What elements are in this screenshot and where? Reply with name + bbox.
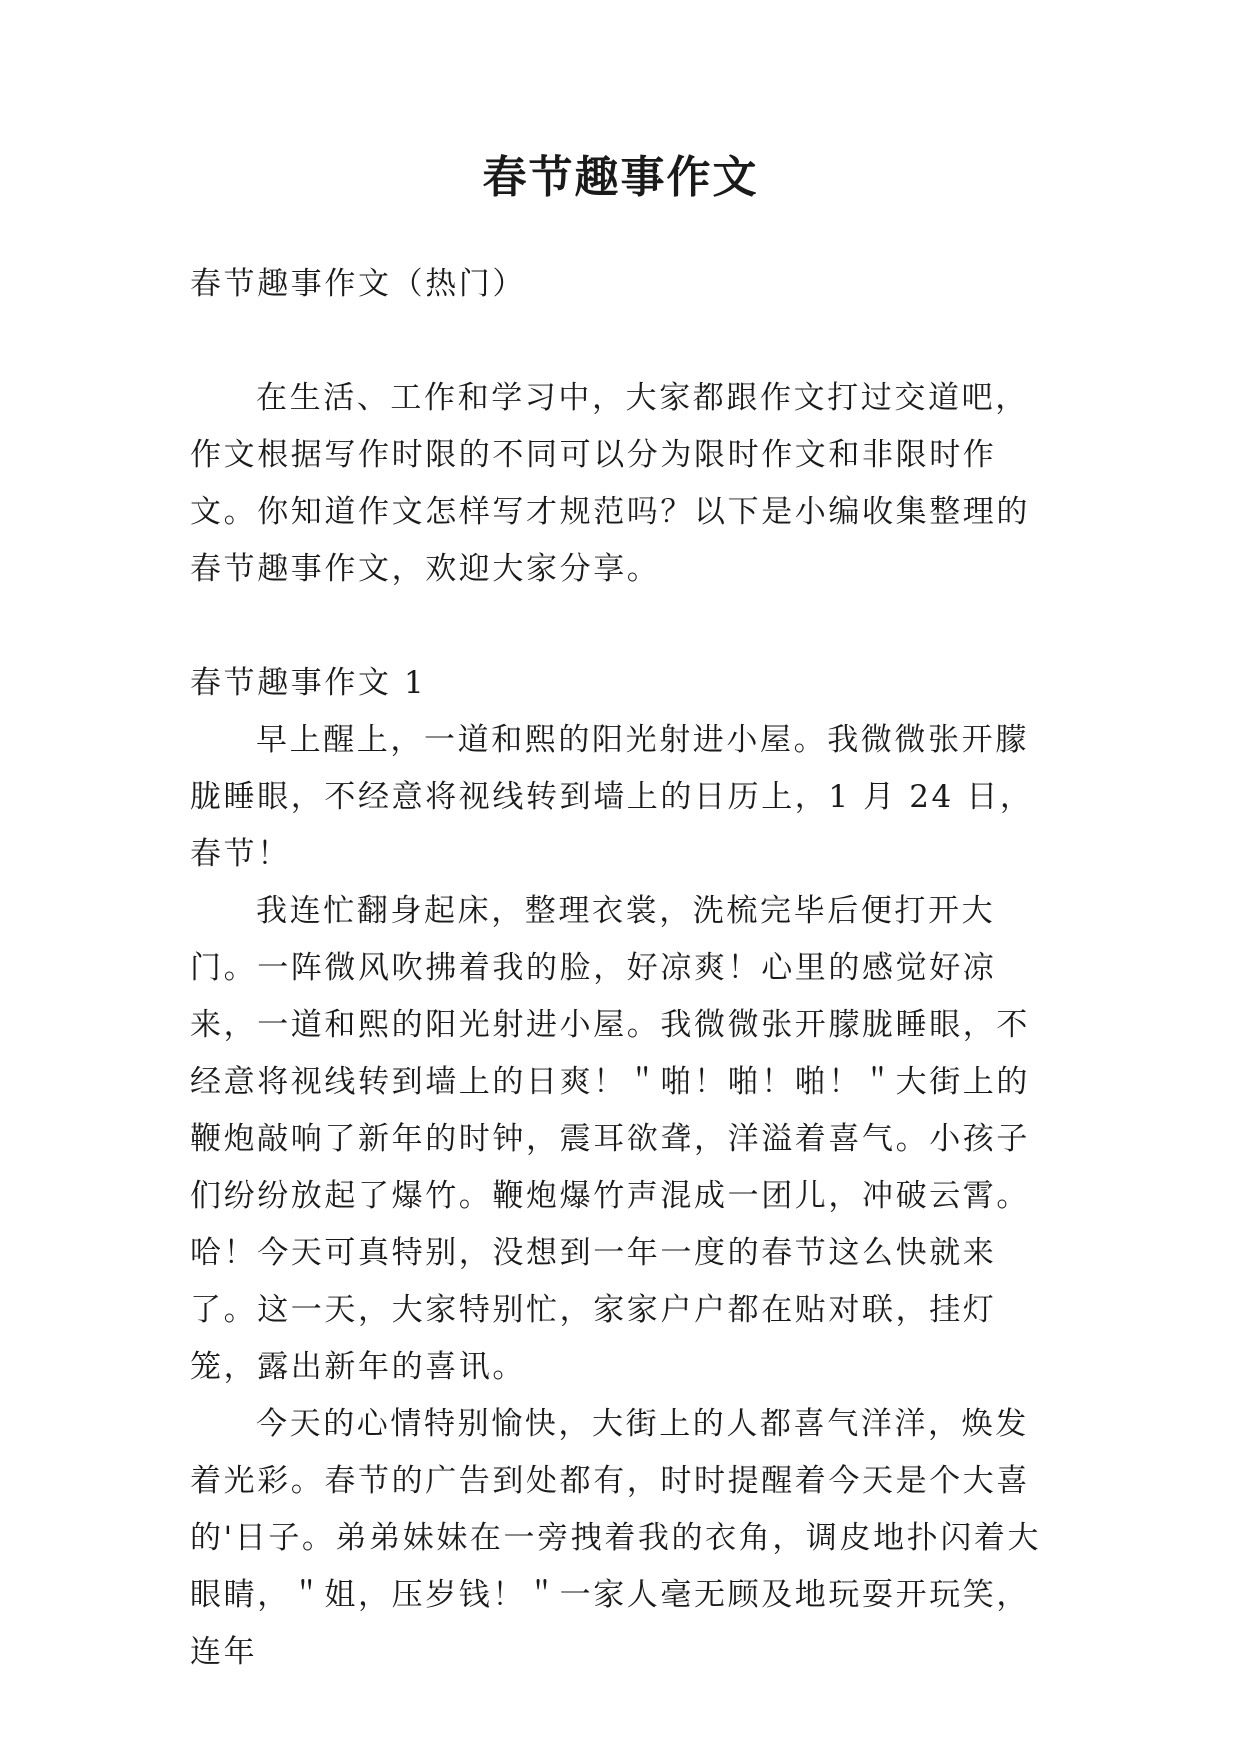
essay-1-heading: 春节趣事作文 1 [190,665,427,701]
essay-1-paragraph: 早上醒上，一道和熙的阳光射进小屋。我微微张开朦胧睡眼，不经意将视线转到墙上的日历上，1 月 24 日，春节！ [190,722,1034,872]
essay-1-paragraph: 今天的心情特别愉快，大街上的人都喜气洋洋，焕发着光彩。春节的广告到处都有，时时提醒着今天是个大喜的'日子。弟弟妹妹在一旁拽着我的衣角，调皮地扑闪着大眼睛，＂姐，压岁钱！＂一家人毫无顾及地玩耍开玩笑，连年 [190,1406,1042,1670]
essay-1-paragraph: 我连忙翻身起床，整理衣裳，洗梳完毕后便打开大门。一阵微风吹拂着我的脸，好凉爽！心里的感觉好凉来，一道和熙的阳光射进小屋。我微微张开朦胧睡眼，不经意将视线转到墙上的日爽！＂啪！啪！啪！＂大街上的鞭炮敲响了新年的时钟，震耳欲聋，洋溢着喜气。小孩子们纷纷放起了爆竹。鞭炮爆竹声混成一团儿，冲破云霄。哈！今天可真特别，没想到一年一度的春节这么快就来了。这一天，大家特别忙，家家户户都在贴对联，挂灯笼，露出新年的喜讯。 [190,893,1030,1385]
intro-paragraph: 在生活、工作和学习中，大家都跟作文打过交道吧，作文根据写作时限的不同可以分为限时作文和非限时作文。你知道作文怎样写才规范吗？以下是小编收集整理的春节趣事作文，欢迎大家分享。 [190,380,1030,587]
document-title: 春节趣事作文 [482,152,759,203]
document-subtitle: 春节趣事作文（热门） [190,266,526,302]
document-body [190,250,1060,1681]
